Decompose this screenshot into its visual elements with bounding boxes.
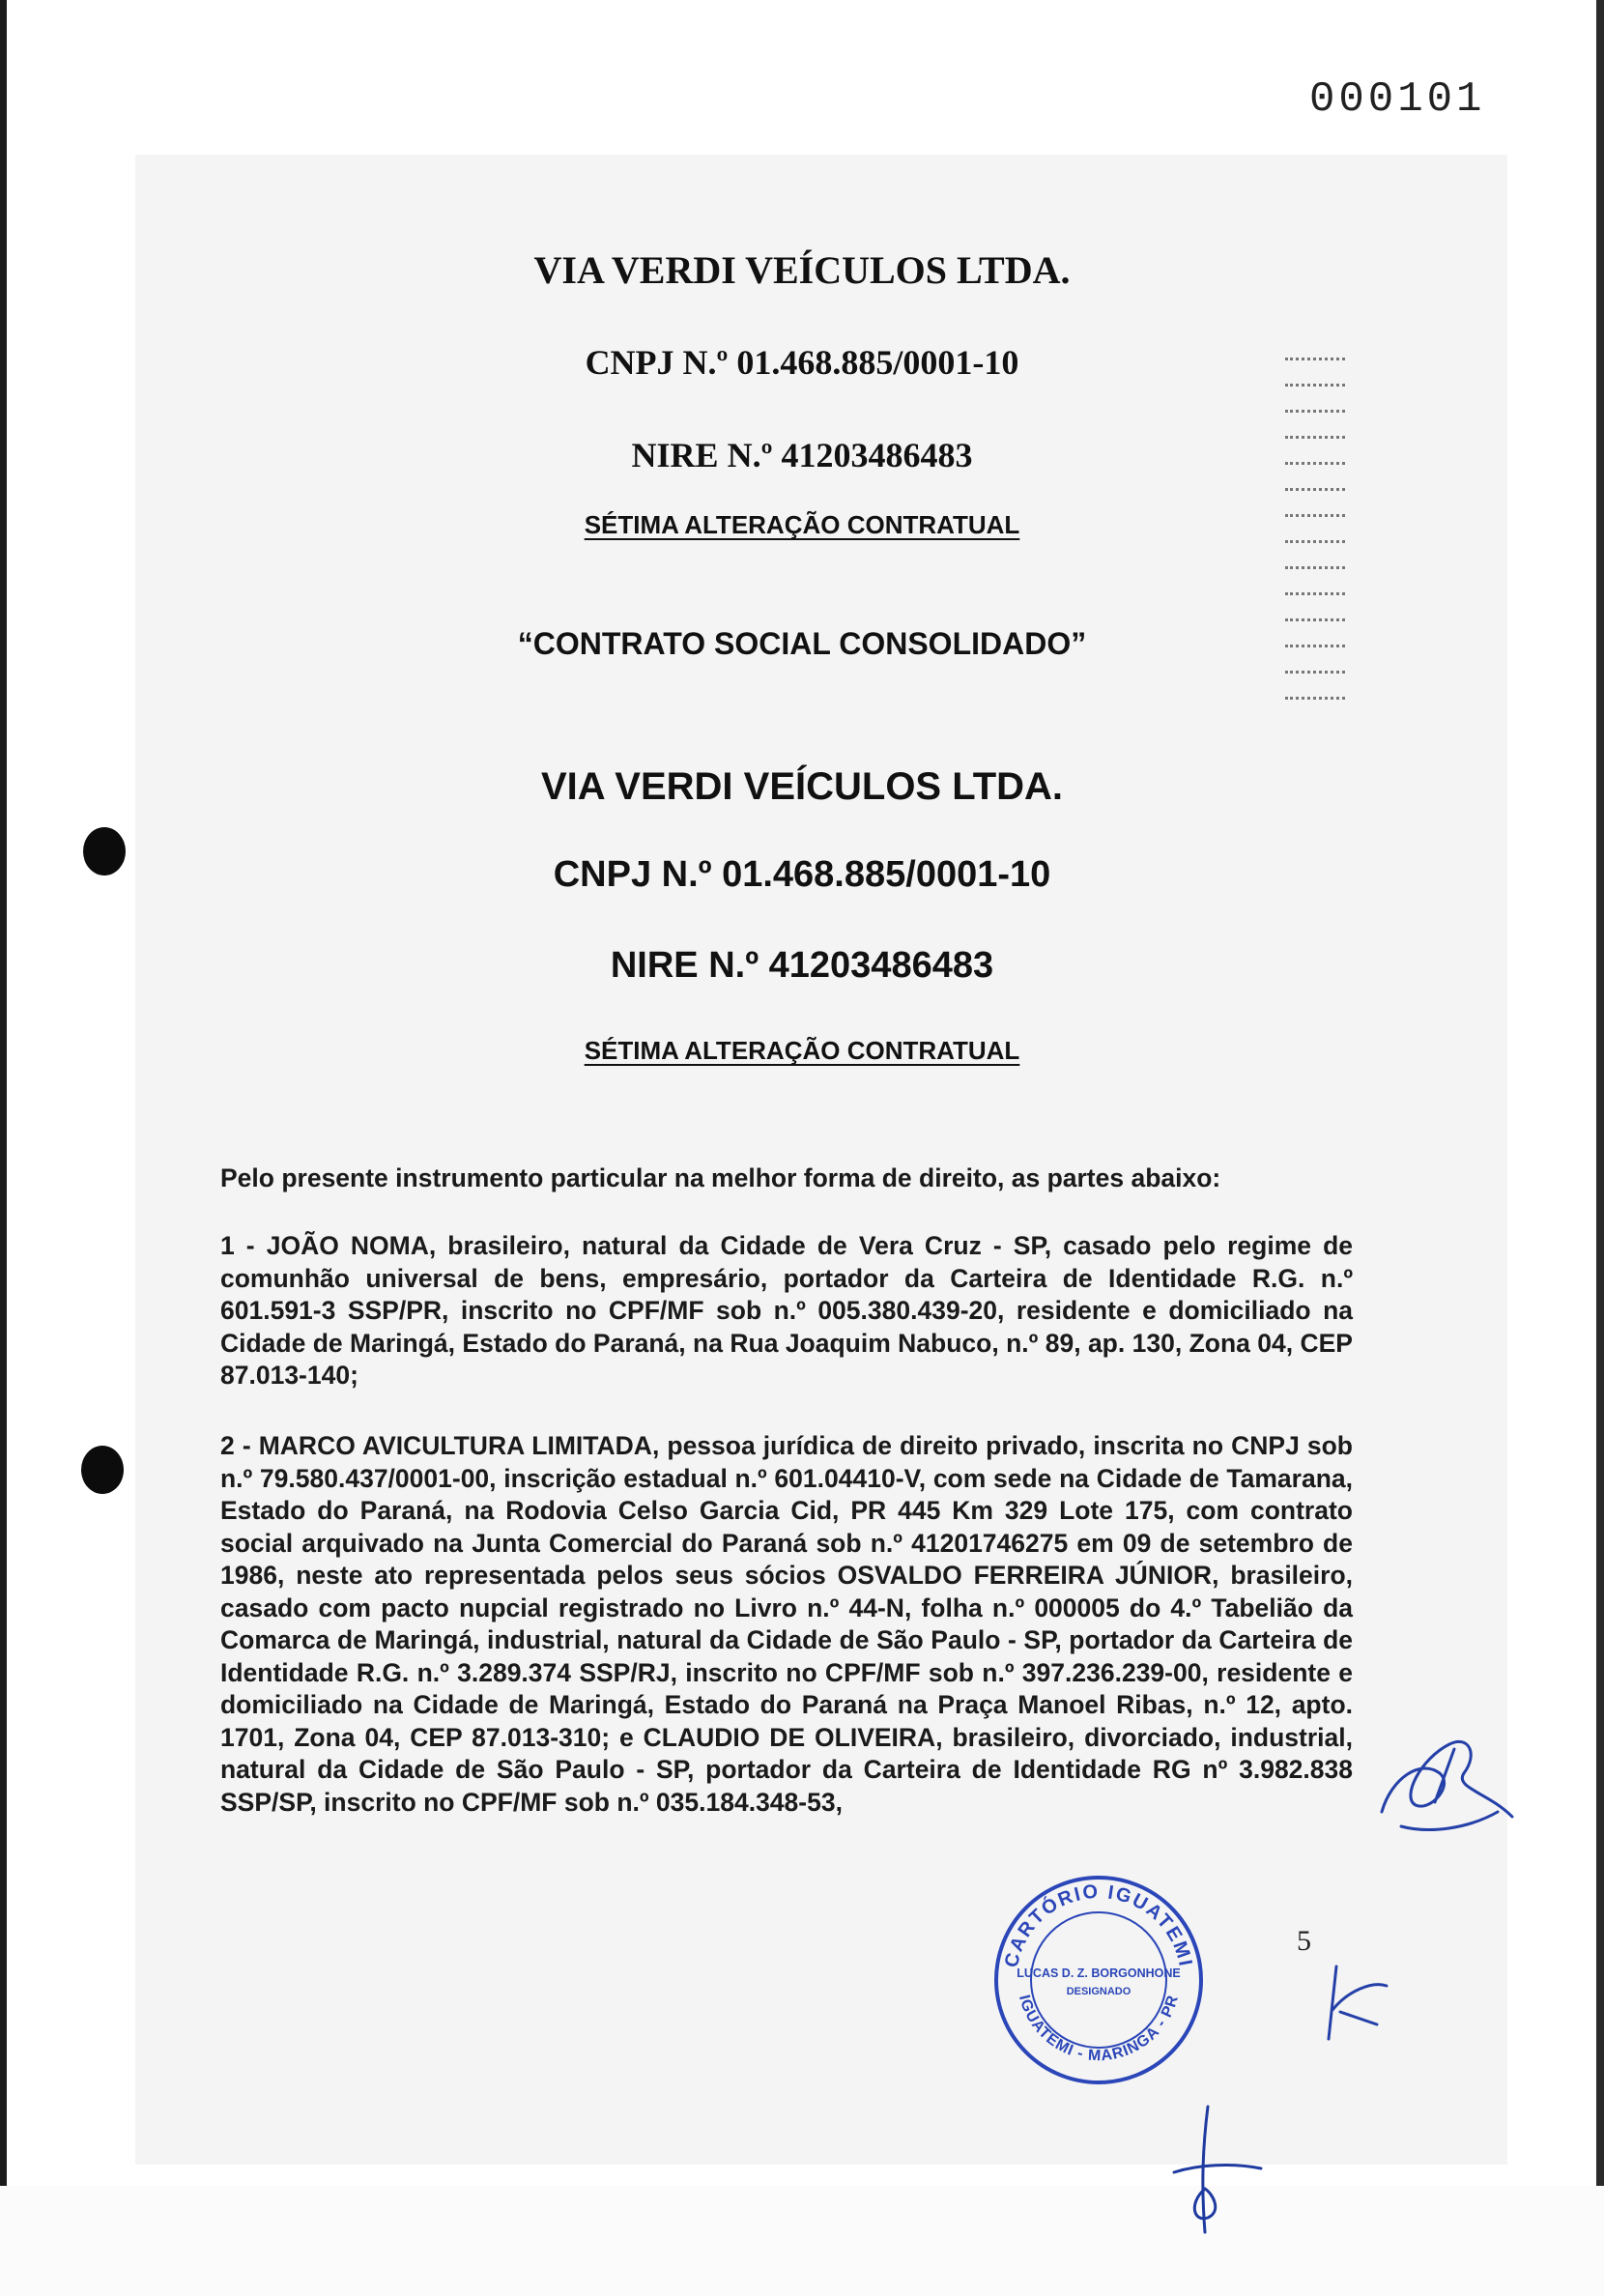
stamp-role: DESIGNADO (1066, 1986, 1131, 1997)
company-name-serif: VIA VERDI VEÍCULOS LTDA. (533, 248, 1071, 292)
stamp-name: LUCAS D. Z. BORGONHONE (1017, 1966, 1181, 1980)
svg-text:IGUATEMI - MARINGÁ - PR (1016, 1993, 1182, 2064)
page-number: 000101 (1309, 75, 1486, 124)
notary-stamp (989, 1871, 1208, 2089)
stamp-top-text: CARTÓRIO IGUATEMI (1000, 1880, 1196, 1970)
clause-1-text: , brasileiro, natural da Cidade de Vera Cruz - SP, casado pelo regime de comunhão universal de bens, empresário, portador da Carteira de Identidade R.G. n.º 601.591-3 SSP/PR, inscrito no CPF/MF sob n.º 005.380.439-20, residente e domiciliado na Cidade de Maringá, Estado do Paraná, na Rua Joaquim Nabuco, n.º 89, ap. 130, Zona 04, CEP 87.013-140; (220, 1231, 1353, 1390)
clause-1-number: 1 - (220, 1231, 267, 1260)
cnpj-sans: CNPJ N.º 01.468.885/0001-10 (553, 854, 1051, 895)
clause-2 (220, 1430, 1353, 1819)
clause-1 (220, 1230, 1353, 1392)
clause-2-partner-1: OSVALDO FERREIRA JÚNIOR (837, 1561, 1213, 1590)
footer-page-number: 5 (1297, 1925, 1311, 1957)
scan-bottom-band (0, 2186, 1604, 2296)
punch-hole-bottom (81, 1446, 124, 1494)
clause-2-number: 2 - (220, 1431, 259, 1460)
clause-2-name: MARCO AVICULTURA LIMITADA (258, 1431, 652, 1460)
cnpj-serif: CNPJ N.º 01.468.885/0001-10 (585, 343, 1019, 382)
clause-2-partner-2: CLAUDIO DE OLIVEIRA (643, 1722, 936, 1752)
amendment-title-bottom: SÉTIMA ALTERAÇÃO CONTRATUAL (584, 1036, 1020, 1065)
clause-2-text-a: , pessoa jurídica de direito privado, inscrita no CNPJ sob n.º 79.580.437/0001-00, inscrição estadual n.º 601.04410-V, com sede na Cidade de Tamarana, Estado do Paraná, na Rodovia Celso Garcia Cid, PR 445 Km 329 Lote 175, com contrato social arquivado na Junta Comercial do Paraná sob n.º 41201746275 em 09 de setembro de 1986, neste ato representada pelos seus sócios (220, 1431, 1353, 1590)
contract-title: “CONTRATO SOCIAL CONSOLIDADO” (517, 626, 1087, 661)
clause-2-text-b: , brasileiro, casado com pacto nupcial registrado no Livro n.º 44-N, folha n.º 000005 do 4.º Tabelião da Comarca de Maringá, industrial, natural da Cidade de São Paulo - SP, portador da Carteira de Identidade R.G. n.º 3.289.374 SSP/RJ, inscrito no CPF/MF sob n.º 397.236.239-00, residente e domiciliado na Cidade de Maringá, Estado do Paraná na Praça Manoel Ribas, n.º 12, apto. 1701, Zona 04, CEP 87.013-310; e (220, 1561, 1354, 1752)
initials-bottom-right (1319, 1952, 1406, 2049)
nire-serif: NIRE N.º 41203486483 (631, 436, 973, 474)
amendment-title-top: SÉTIMA ALTERAÇÃO CONTRATUAL (584, 510, 1020, 539)
perforation-marks (1285, 358, 1362, 686)
clause-2-text-c: , brasileiro, divorciado, industrial, natural da Cidade de São Paulo - SP, portador da Carteira de Identidade RG nº 3.982.838 SSP/SP, inscrito no CPF/MF sob n.º 035.184.348-53, (220, 1722, 1353, 1817)
signature-right-margin (1362, 1720, 1536, 1855)
nire-sans: NIRE N.º 41203486483 (610, 945, 994, 986)
stamp-bottom-text: IGUATEMI - MARINGÁ - PR (1016, 1993, 1183, 2065)
signature-bottom (1155, 2097, 1271, 2242)
svg-text:CARTÓRIO IGUATEMI (1001, 1881, 1196, 1970)
clause-1-name: JOÃO NOMA (266, 1231, 429, 1260)
intro-paragraph: Pelo presente instrumento particular na melhor forma de direito, as partes abaixo: (220, 1163, 1221, 1192)
company-name-sans: VIA VERDI VEÍCULOS LTDA. (540, 765, 1064, 808)
